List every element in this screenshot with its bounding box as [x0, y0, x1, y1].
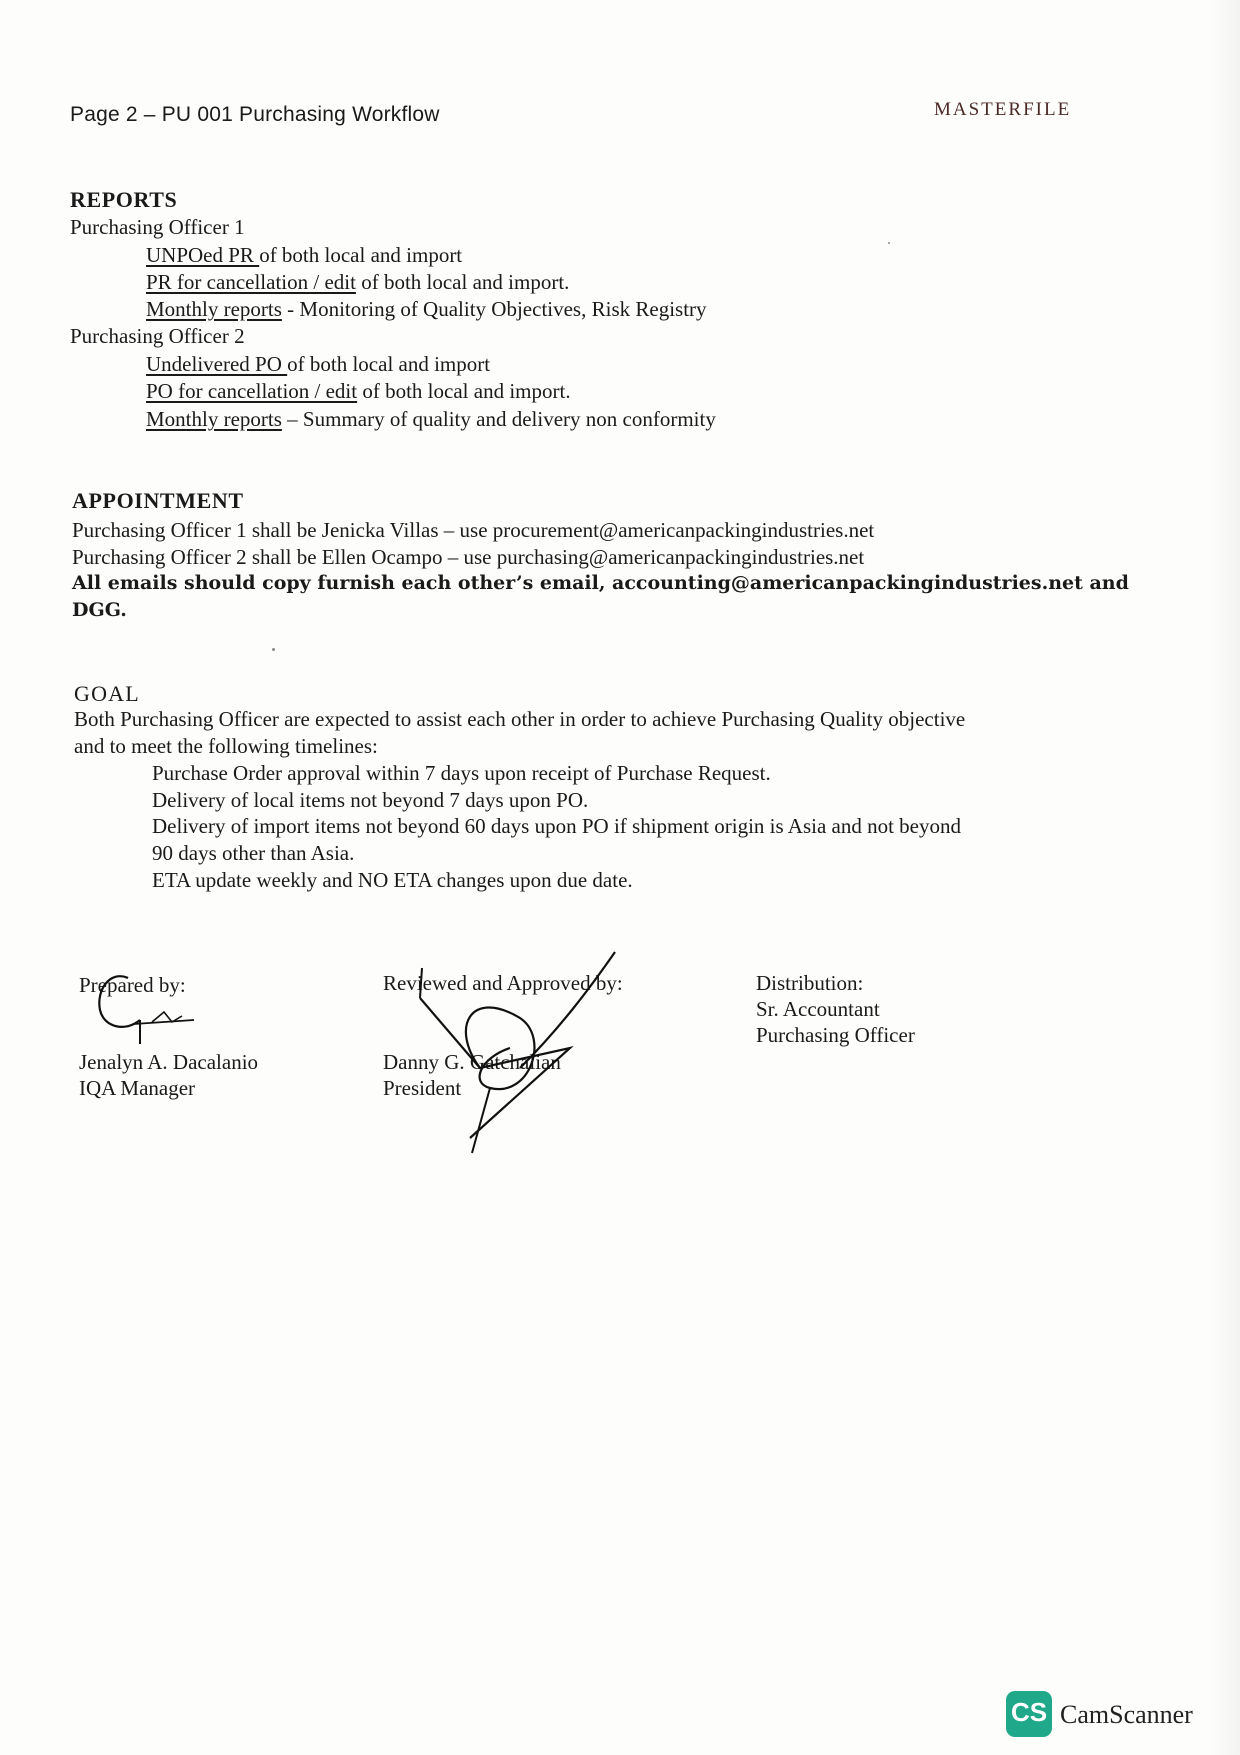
officer1-label: Purchasing Officer 1: [70, 215, 245, 239]
camscanner-logo: CS: [1006, 1691, 1052, 1737]
distribution-item: Sr. Accountant: [756, 997, 880, 1021]
report-item-link: PO for cancellation / edit: [146, 379, 358, 403]
scan-speck: [272, 648, 275, 651]
reports-title: REPORTS: [70, 187, 178, 212]
goal-item: Purchase Order approval within 7 days upon receipt of Purchase Request.: [152, 761, 771, 785]
prepared-by-label: Prepared by:: [79, 973, 186, 997]
report-item-text: of both local and import.: [355, 270, 570, 294]
distribution-label: Distribution:: [756, 971, 864, 995]
appointment-note: DGG.: [72, 599, 127, 621]
signatory-name: Danny G. Gatchalian: [383, 1050, 561, 1074]
signatory-name: Jenalyn A. Dacalanio: [79, 1050, 259, 1074]
report-item-text: of both local and import.: [357, 379, 571, 403]
reviewed-by-block: [383, 970, 623, 996]
goal-title: GOAL: [74, 681, 140, 706]
distribution-block: [756, 970, 915, 1048]
goal-item: Delivery of import items not beyond 60 days upon PO if shipment origin is Asia and not beyond: [152, 814, 962, 838]
report-item-text: - Monitoring of Quality Objectives, Risk Registry: [281, 297, 707, 321]
report-item-link: PR for cancellation / edit: [146, 270, 356, 294]
appointment-line: Purchasing Officer 2 shall be Ellen Ocampo – use purchasing@americanpackingindustries.net: [72, 545, 865, 569]
report-item: [146, 269, 569, 295]
report-item: [146, 406, 716, 432]
goal-intro: and to meet the following timelines:: [74, 734, 378, 758]
appointment-title: APPOINTMENT: [72, 488, 244, 513]
masterfile-stamp: MASTERFILE: [934, 99, 1072, 120]
scan-speck: [888, 242, 890, 244]
report-item: [146, 296, 707, 322]
report-item-link: Monthly reports: [146, 407, 282, 431]
report-item-text: – Summary of quality and delivery non conformity: [281, 407, 716, 431]
reviewed-by-label: Reviewed and Approved by:: [383, 971, 623, 995]
report-item: [146, 378, 571, 404]
report-item-link: Monthly reports: [146, 297, 282, 321]
appointment-note: All emails should copy furnish each other’s email, accounting@americanpackingindustries.net and: [72, 572, 1129, 594]
report-item-text: of both local and import: [259, 243, 463, 267]
distribution-item: Purchasing Officer: [756, 1023, 915, 1047]
appointment-line: Purchasing Officer 1 shall be Jenicka Villas – use procurement@americanpackingindustries.net: [72, 518, 875, 542]
page-header: Page 2 – PU 001 Purchasing Workflow: [70, 103, 440, 126]
officer2-label: Purchasing Officer 2: [70, 324, 245, 348]
camscanner-watermark: CamScanner: [1060, 1700, 1193, 1729]
signatory-title: President: [383, 1076, 462, 1100]
scan-shadow-edge: [1210, 0, 1240, 1755]
goal-item: Delivery of local items not beyond 7 days upon PO.: [152, 788, 589, 812]
report-item-link: Undelivered PO: [146, 352, 288, 376]
report-item-link: UNPOed PR: [146, 243, 260, 267]
report-item: [146, 351, 490, 377]
goal-item: 90 days other than Asia.: [152, 841, 355, 865]
prepared-by-signatory: [79, 1049, 258, 1101]
report-item-text: of both local and import: [287, 352, 491, 376]
reviewed-by-signatory: [383, 1049, 561, 1101]
signatory-title: IQA Manager: [79, 1076, 196, 1100]
goal-intro: Both Purchasing Officer are expected to assist each other in order to achieve Purchasing Quality objective: [74, 707, 966, 731]
report-item: [146, 242, 462, 268]
prepared-by-block: [79, 972, 186, 998]
goal-item: ETA update weekly and NO ETA changes upon due date.: [152, 868, 633, 892]
